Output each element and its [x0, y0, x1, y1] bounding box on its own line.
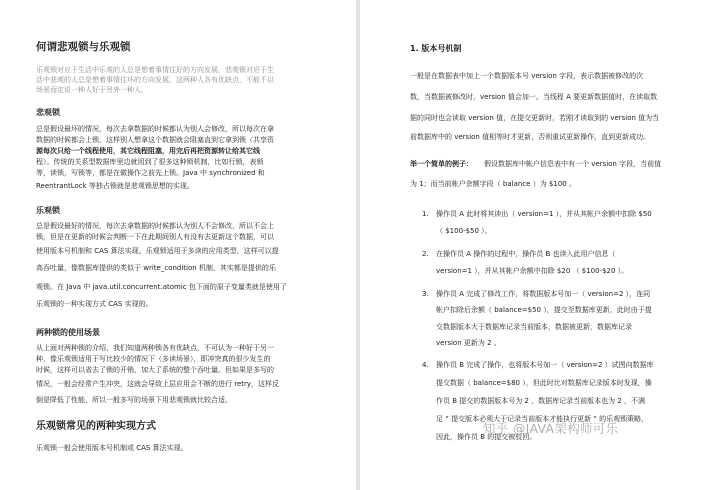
paragraph-line: 总是假设最好的情况，每次去拿数据的时候都认为别人不会修改，所以不会上 — [36, 222, 274, 230]
list-number: 3. — [422, 290, 429, 298]
list-number: 4. — [422, 361, 429, 369]
paragraph-line: 时候，这样可以省去了锁的开销，加大了系统的整个吞吐量。但如果是多写的 — [36, 366, 274, 374]
section-heading-scenarios: 两种锁的使用场景 — [36, 328, 100, 337]
paragraph-line: 倒是降低了性能，所以一般多写的场景下用悲观锁就比较合适。 — [36, 396, 232, 404]
paragraph-line: 数据的时候都会上锁，这样别人想拿这个数据就会阻塞直到它拿到锁（共享资 — [36, 136, 274, 144]
example-label: 举一个简单的例子： — [410, 160, 473, 168]
paragraph-line: 等，读锁，写锁等，都是在做操作之前先上锁。Java 中 synchronized 和 — [36, 169, 265, 177]
paragraph-line: 从上面对两种锁的介绍，我们知道两种锁各有优缺点，不可认为一种好于另一 — [36, 344, 274, 352]
section-heading-implementations: 乐观锁常见的两种实现方式 — [36, 421, 156, 432]
list-item-line: 交数据版本大于数据库记录当前版本，数据被更新，数据库记录 — [436, 323, 632, 331]
list-item-line: 作员 B 提交的数据版本号为 2 ，数据库记录当前版本也为 2 ，不满 — [436, 397, 646, 405]
paragraph-line: 一般是在数据表中加上一个数据版本号 version 字段，表示数据被修改的次 — [410, 72, 644, 80]
paragraph-line: 前数据库中的 version 值相等时才更新，否则重试更新操作，直到更新成功。 — [410, 133, 651, 141]
list-item-line: （ $100-$50 ）。 — [436, 227, 492, 235]
paragraph-line: 为 1；而当前帐户余额字段（ balance ）为 $100 。 — [410, 180, 576, 188]
paragraph-line: 情况，一般会经常产生冲突，这就会导致上层应用会不断的进行 retry，这样反 — [36, 380, 280, 388]
paragraph-line: 观锁。在 Java 中 java.util.concurrent.atomic 包下面的原子变量类就是使用了 — [36, 283, 287, 291]
list-number: 1. — [422, 210, 429, 218]
paragraph-line: 种，像乐观锁适用于写比较少的情况下（多读场景），即冲突真的很少发生的 — [36, 355, 271, 363]
list-item-line: 提交数据（ balance=$80 ），但此时比对数据库记录版本时发现，操 — [436, 379, 652, 387]
paragraph-line: 源每次只给一个线程使用，其它线程阻塞，用完后再把资源转让给其它线 — [36, 147, 260, 155]
right-page — [360, 0, 720, 490]
list-item-line: 帐户扣除后余额（ balance=$50 ），提交至数据库更新，此时由于提 — [436, 306, 652, 314]
list-item-line: version 更新为 2 。 — [436, 339, 501, 347]
section-heading-optimistic: 乐观锁 — [36, 206, 60, 215]
list-number: 2. — [422, 250, 429, 258]
list-item-line: version=1 ），并从其帐户余额中扣除 $20 （ $100-$20 ）。 — [436, 267, 629, 275]
paragraph-line: 据的同时也会读取 version 值，在提交更新时，若刚才读取到的 version 值为当 — [410, 114, 660, 122]
paragraph-line: 数，当数据被修改时，version 值会加一。当线程 A 要更新数据值时，在读取数 — [410, 93, 658, 101]
list-item-line: 操作员 A 此时将其读出（ version=1 ），并从其帐户余额中扣除 $50 — [436, 210, 652, 218]
intro-line: 乐观锁对应于生活中乐观的人总是想着事情往好的方向发展，悲观锁对应于生 — [36, 66, 274, 74]
section-heading-pessimistic: 悲观锁 — [36, 108, 60, 117]
intro-line: 场景而定说一种人好于另外一种人。 — [36, 86, 148, 94]
paragraph-line: 程）。传统的关系型数据库里边就用到了很多这种锁机制，比如行锁，表锁 — [36, 158, 264, 166]
paragraph-line: 使用版本号机制和 CAS 算法实现。乐观锁适用于多读的应用类型，这样可以提 — [36, 247, 279, 255]
list-item-line: 因此，操作员 B 的提交被驳回。 — [436, 433, 537, 441]
paragraph-line: 乐观锁一般会使用版本号机制或 CAS 算法实现。 — [36, 444, 188, 452]
section-heading-version: 1. 版本号机制 — [410, 44, 462, 53]
doc-title: 何谓悲观锁与乐观锁 — [36, 41, 131, 53]
list-item-line: 操作员 B 完成了操作，也将版本号加一（ version=2 ）试图向数据库 — [436, 361, 654, 369]
left-page — [0, 0, 356, 490]
paragraph-line: 总是假设最坏的情况，每次去拿数据的时候都认为别人会修改，所以每次在拿 — [36, 125, 274, 133]
watermark: 知乎 @JAVA架构师可乐 — [483, 421, 619, 436]
paragraph-line: 高吞吐量，像数据库提供的类似于 write_condition 机制，其实都是提供的乐 — [36, 264, 276, 272]
intro-line: 活中悲观的人总是想着事情往坏的方向发展。这两种人各有优缺点，不能不以 — [36, 76, 274, 84]
paragraph-line: 锁，但是在更新的时候会判断一下在此期间别人有没有去更新这个数据，可以 — [36, 233, 274, 241]
paragraph-line: ReentrantLock 等独占锁就是悲观锁思想的实现。 — [36, 182, 194, 190]
list-item-line: 足 “ 提交版本必须大于记录当前版本才能执行更新 “ 的乐观锁策略， — [436, 415, 649, 423]
list-item-line: 在操作员 A 操作的过程中，操作员 B 也读入此用户信息（ — [436, 250, 616, 258]
paragraph-line: 假设数据库中帐户信息表中有一个 version 字段，当前值 — [484, 160, 662, 168]
list-item-line: 操作员 A 完成了修改工作，将数据版本号加一（ version=2 ），连同 — [436, 290, 651, 298]
paragraph-line: 乐观锁的一种实现方式 CAS 实现的。 — [36, 300, 153, 308]
